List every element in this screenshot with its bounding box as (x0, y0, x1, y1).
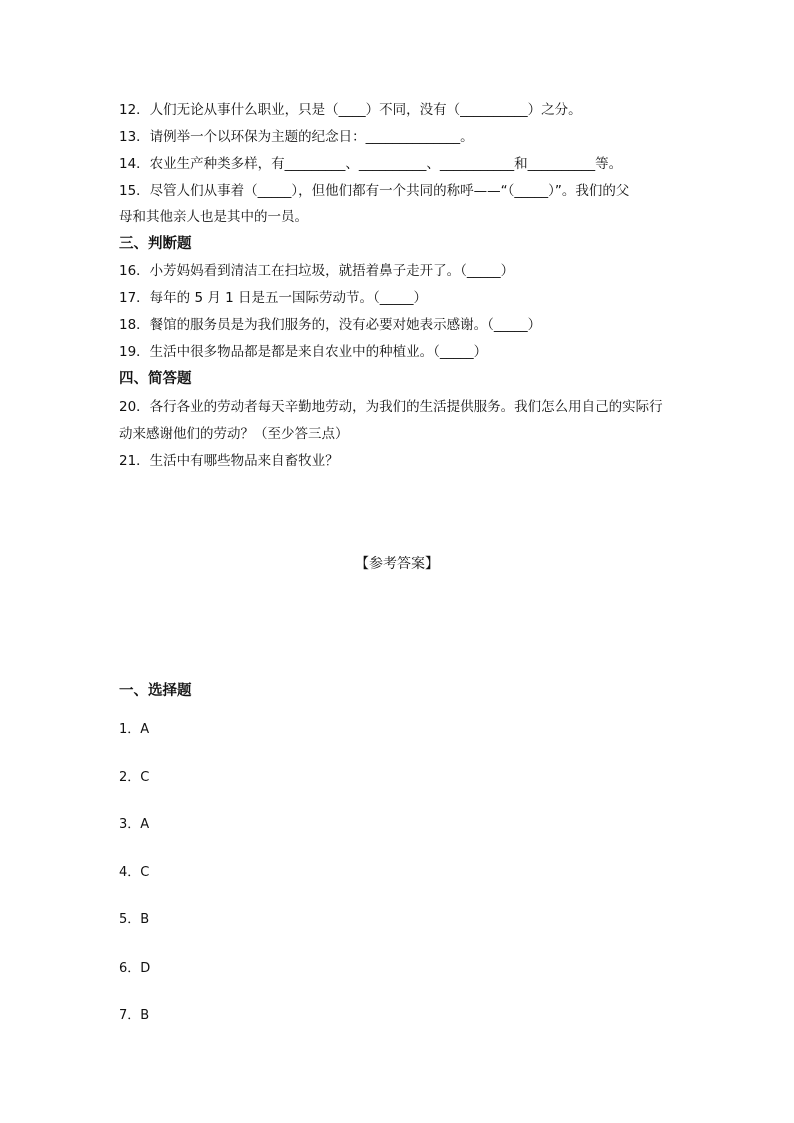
question-16: 16．小芳妈妈看到清洁工在扫垃圾，就捂着鼻子走开了。（_____） (119, 263, 515, 279)
question-21: 21．生活中有哪些物品来自畜牧业？ (119, 453, 339, 469)
answer-7: 7．B (119, 1008, 150, 1023)
question-20-line-1: 20．各行各业的劳动者每天辛勤地劳动，为我们的生活提供服务。我们怎么用自己的实际行 (119, 399, 663, 415)
question-20-line-2: 动来感谢他们的劳动？（至少答三点） (119, 426, 349, 442)
answer-5: 5．B (119, 912, 150, 927)
question-15-line-2: 母和其他亲人也是其中的一员。 (119, 209, 308, 225)
question-17: 17．每年的 5 月 1 日是五一国际劳动节。（_____） (119, 290, 428, 306)
answer-3: 3．A (119, 817, 150, 832)
question-18: 18．餐馆的服务员是为我们服务的，没有必要对她表示感谢。（_____） (119, 317, 542, 333)
answers-title: 【参考答案】 (355, 556, 439, 572)
question-14: 14．农业生产种类多样，有_________、__________、___________和__________等。 (119, 156, 623, 172)
question-15-line-1: 15．尽管人们从事着（_____），但他们都有一个共同的称呼——“（_____）”。我们的父 (119, 183, 630, 199)
answer-1: 1．A (119, 722, 150, 737)
question-13: 13．请例举一个以环保为主题的纪念日：______________。 (119, 129, 474, 145)
answer-2: 2．C (119, 770, 150, 785)
section-judgement-heading: 三、判断题 (119, 236, 192, 252)
answer-4: 4．C (119, 865, 150, 880)
answers-section-heading: 一、选择题 (119, 683, 192, 699)
question-19: 19．生活中很多物品都是都是来自农业中的种植业。（_____） (119, 344, 488, 360)
answer-6: 6．D (119, 961, 151, 976)
question-12: 12．人们无论从事什么职业，只是（____）不同，没有（__________）之分。 (119, 102, 582, 118)
section-short-answer-heading: 四、简答题 (119, 371, 192, 387)
